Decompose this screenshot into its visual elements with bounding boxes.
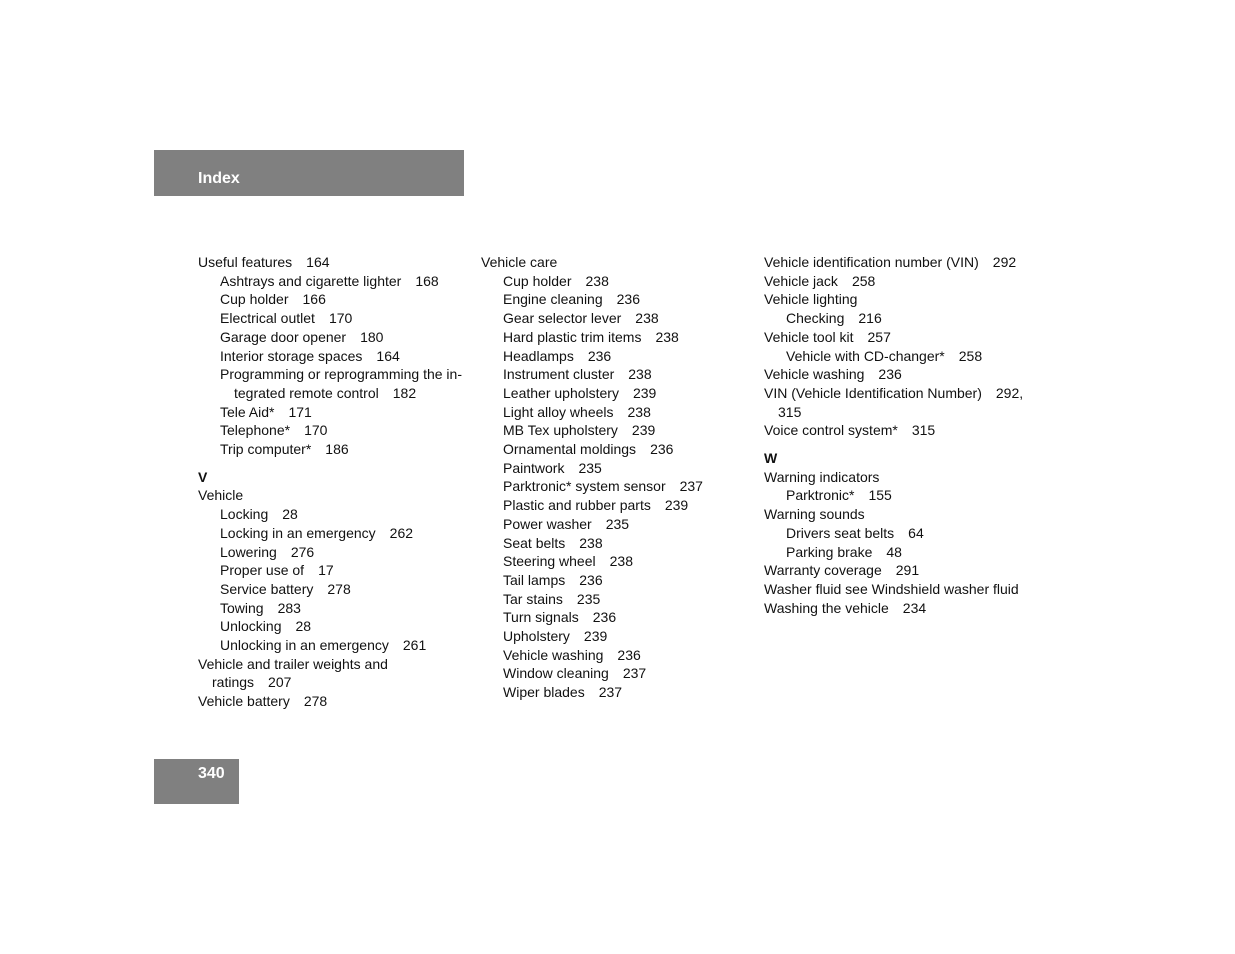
index-subentry: Instrument cluster 238 — [503, 366, 652, 383]
index-subentry: Ornamental moldings 236 — [503, 441, 674, 458]
page-number-tab — [154, 759, 239, 804]
index-subentry: Engine cleaning 236 — [503, 291, 640, 308]
index-entry: Voice control system* 315 — [764, 422, 936, 439]
index-entry: Vehicle jack 258 — [764, 272, 876, 289]
index-subentry: Headlamps 236 — [503, 347, 612, 364]
index-entry-continuation: 315 — [778, 403, 802, 420]
index-subentry: Cup holder 166 — [220, 291, 326, 308]
index-subentry: Unlocking 28 — [220, 618, 312, 635]
index-subentry: Ashtrays and cigarette lighter 168 — [220, 272, 439, 289]
index-subentry: MB Tex upholstery 239 — [503, 422, 656, 439]
index-subentry: Seat belts 238 — [503, 534, 603, 551]
index-subentry: Lowering 276 — [220, 543, 315, 560]
index-column-3 — [764, 253, 1054, 617]
index-entry-continuation: ratings 207 — [212, 674, 292, 691]
index-subentry: Drivers seat belts 64 — [786, 524, 924, 541]
index-entry: Vehicle care — [481, 254, 558, 270]
index-subentry: Proper use of 17 — [220, 562, 334, 579]
index-entry: Vehicle tool kit 257 — [764, 328, 891, 345]
index-entry: Warranty coverage 291 — [764, 562, 920, 579]
index-entry: Useful features 164 — [198, 254, 330, 270]
index-entry: Vehicle — [198, 487, 244, 504]
index-subentry: Window cleaning 237 — [503, 665, 647, 682]
index-entry: Vehicle and trailer weights and — [198, 655, 388, 672]
index-subentry: Unlocking in an emergency 261 — [220, 637, 427, 654]
index-subentry: Turn signals 236 — [503, 609, 617, 626]
index-subentry: Tar stains 235 — [503, 590, 601, 607]
index-subentry: Tele Aid* 171 — [220, 403, 312, 420]
index-subentry: Telephone* 170 — [220, 422, 328, 439]
index-subentry: Hard plastic trim items 238 — [503, 328, 679, 345]
index-subentry: Cup holder 238 — [503, 272, 609, 289]
page-number: 340 — [198, 765, 225, 782]
index-entry: Washer fluid see Windshield washer fluid — [764, 580, 1019, 597]
index-entry: Vehicle identification number (VIN) 292 — [764, 254, 1017, 270]
index-subentry: Wiper blades 237 — [503, 684, 623, 701]
index-subentry: Steering wheel 238 — [503, 553, 633, 570]
index-subentry: Parktronic* 155 — [786, 487, 892, 504]
index-subentry: Vehicle with CD-changer* 258 — [786, 347, 983, 364]
section-letter: V — [198, 468, 208, 485]
index-subentry: Service battery 278 — [220, 580, 351, 597]
index-subentry: Locking 28 — [220, 506, 298, 523]
index-entry: Vehicle battery 278 — [198, 693, 328, 710]
index-subentry: Parktronic* system sensor 237 — [503, 478, 703, 495]
index-column-1 — [198, 253, 473, 711]
page-title: Index — [198, 170, 240, 187]
index-column-2 — [481, 253, 741, 702]
index-subentry: Programming or reprogramming the in- — [220, 366, 462, 383]
index-subentry: Plastic and rubber parts 239 — [503, 497, 689, 514]
index-subentry: Gear selector lever 238 — [503, 310, 659, 327]
index-subentry: Garage door opener 180 — [220, 328, 384, 345]
index-subentry: Power washer 235 — [503, 515, 630, 532]
index-subentry: Paintwork 235 — [503, 459, 602, 476]
index-subentry-continuation: tegrated remote control 182 — [234, 384, 417, 401]
index-subentry: Locking in an emergency 262 — [220, 524, 414, 541]
index-subentry: Vehicle washing 236 — [503, 646, 641, 663]
index-subentry: Interior storage spaces 164 — [220, 347, 400, 364]
index-entry: Washing the vehicle 234 — [764, 599, 927, 616]
index-subentry: Light alloy wheels 238 — [503, 403, 651, 420]
index-entry: Vehicle lighting — [764, 291, 858, 308]
index-subentry: Leather upholstery 239 — [503, 384, 657, 401]
index-subentry: Electrical outlet 170 — [220, 310, 353, 327]
index-subentry: Towing 283 — [220, 599, 301, 616]
index-subentry: Tail lamps 236 — [503, 571, 603, 588]
index-subentry: Trip computer* 186 — [220, 441, 349, 458]
index-subentry: Parking brake 48 — [786, 543, 902, 560]
index-entry: Warning sounds — [764, 506, 865, 523]
index-entry: VIN (Vehicle Identification Number) 292, — [764, 384, 1024, 401]
index-header-tab — [154, 150, 464, 196]
section-letter: W — [764, 450, 778, 467]
index-subentry: Upholstery 239 — [503, 628, 608, 645]
index-subentry: Checking 216 — [786, 310, 882, 327]
index-entry: Vehicle washing 236 — [764, 366, 902, 383]
index-entry: Warning indicators — [764, 468, 880, 485]
